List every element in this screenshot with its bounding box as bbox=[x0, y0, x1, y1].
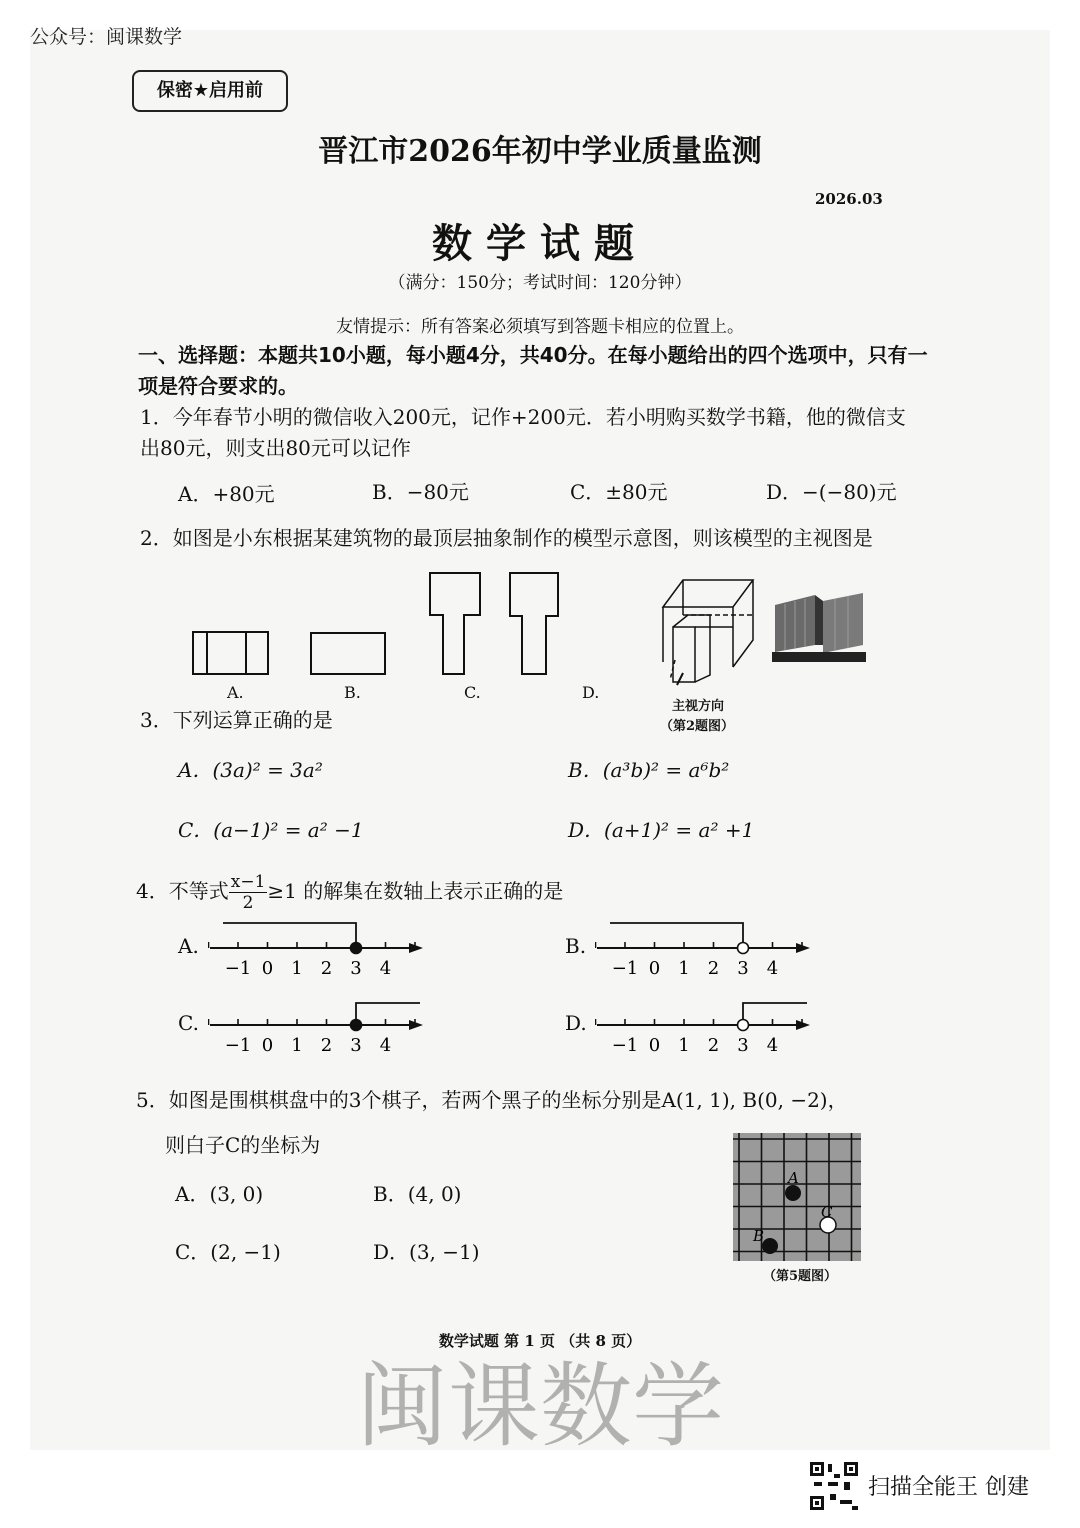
q4-option-c: C. bbox=[178, 1011, 199, 1035]
tick-label: −1 bbox=[611, 1035, 639, 1056]
tick-label: 0 bbox=[648, 1035, 661, 1056]
q4-option-a: A. bbox=[178, 934, 199, 958]
q2-option-b: B. bbox=[344, 683, 361, 702]
q2-view-options bbox=[185, 565, 625, 680]
q3-option-c: C．(a−1)² = a² −1 bbox=[178, 818, 364, 842]
tick-label: 0 bbox=[261, 1035, 274, 1056]
q4-number-line-d bbox=[595, 995, 815, 1065]
secret-badge: 保密★启用前 bbox=[132, 70, 288, 112]
q2-figure-caption: （第2题图） bbox=[660, 719, 735, 734]
stone-b bbox=[762, 1238, 778, 1254]
q4-fraction-numerator: x−1 bbox=[230, 872, 266, 892]
q4-stem-suffix: ≥1 的解集在数轴上表示正确的是 bbox=[267, 879, 564, 903]
q4-number-line-c bbox=[208, 995, 428, 1065]
tick-label: 2 bbox=[320, 958, 333, 979]
option-a-shape bbox=[193, 632, 268, 674]
exam-date: 2026.03 bbox=[815, 190, 883, 208]
q1-option-b: B．−80元 bbox=[372, 480, 469, 504]
building-photo bbox=[770, 590, 870, 670]
label-a: A bbox=[788, 1169, 799, 1187]
page-footer: 数学试题 第 1 页 （共 8 页） bbox=[438, 1332, 642, 1350]
watermark: 闽课数学 bbox=[356, 1353, 725, 1460]
q4-fraction-denominator: 2 bbox=[242, 893, 254, 913]
tick-label: 0 bbox=[648, 958, 661, 979]
q4-fraction bbox=[229, 872, 268, 913]
q5-option-a: A．(3, 0) bbox=[175, 1182, 264, 1206]
tick-label: 4 bbox=[766, 958, 779, 979]
section-heading: 一、选择题：本题共10小题，每小题4分，共40分。在每小题给出的四个选项中，只有一项是符合要求的。 bbox=[138, 343, 928, 398]
tick-label: −1 bbox=[224, 1035, 252, 1056]
exam-title: 晋江市2026年初中学业质量监测 bbox=[318, 134, 762, 169]
friendly-tip: 友情提示：所有答案必须填写到答题卡相应的位置上。 bbox=[336, 317, 744, 337]
tick-label: 3 bbox=[737, 1035, 749, 1056]
tick-label: 1 bbox=[678, 1035, 690, 1056]
label-c: C bbox=[821, 1203, 833, 1221]
q2-model-figure bbox=[655, 575, 765, 690]
q2-option-c: C. bbox=[464, 683, 481, 702]
tick-label: 2 bbox=[707, 958, 720, 979]
q5-option-b: B．(4, 0) bbox=[373, 1182, 462, 1206]
tick-label: 3 bbox=[350, 1035, 362, 1056]
tick-label: 1 bbox=[291, 958, 303, 979]
question-1-stem: 1．今年春节小明的微信收入200元，记作+200元．若小明购买数学书籍，他的微信支出80元，则支出80元可以记作 bbox=[140, 405, 906, 460]
q1-option-a: A．+80元 bbox=[178, 482, 275, 506]
q5-figure-caption: （第5题图） bbox=[763, 1269, 838, 1284]
scanner-credit: 扫描全能王 创建 bbox=[868, 1475, 1029, 1500]
go-board bbox=[733, 1133, 861, 1261]
q4-option-d: D. bbox=[565, 1011, 587, 1035]
tick-label: 2 bbox=[320, 1035, 333, 1056]
q4-number-line-a bbox=[208, 918, 428, 988]
stone-a bbox=[785, 1185, 801, 1201]
tick-label: 4 bbox=[379, 958, 392, 979]
q3-option-b: B．(a³b)² = a⁶b² bbox=[568, 758, 730, 782]
q4-stem-prefix: 4．不等式 bbox=[136, 879, 229, 903]
tick-label: −1 bbox=[224, 958, 252, 979]
tick-label: 2 bbox=[707, 1035, 720, 1056]
question-3-stem: 3．下列运算正确的是 bbox=[140, 708, 333, 732]
option-d-shape bbox=[510, 573, 558, 674]
tick-label: 4 bbox=[766, 1035, 779, 1056]
tick-label: 3 bbox=[350, 958, 362, 979]
tick-label: 0 bbox=[261, 958, 274, 979]
option-c-shape bbox=[430, 573, 480, 674]
exam-meta: （满分：150分；考试时间：120分钟） bbox=[388, 273, 692, 293]
question-5-stem-2: 则白子C的坐标为 bbox=[165, 1133, 321, 1157]
q5-option-c: C．(2, −1) bbox=[175, 1240, 281, 1264]
label-b: B bbox=[753, 1227, 765, 1245]
source-label: 公众号：闽课数学 bbox=[30, 26, 183, 48]
question-2-stem: 2．如图是小东根据某建筑物的最顶层抽象制作的模型示意图，则该模型的主视图是 bbox=[140, 526, 873, 550]
q1-option-d: D．−(−80)元 bbox=[766, 480, 897, 504]
option-b-shape bbox=[311, 633, 385, 674]
tick-label: 1 bbox=[678, 958, 690, 979]
q2-option-a: A. bbox=[227, 683, 244, 702]
q5-option-d: D．(3, −1) bbox=[373, 1240, 480, 1264]
q3-option-a: A．(3a)² = 3a² bbox=[178, 758, 323, 782]
q4-number-line-b bbox=[595, 918, 815, 988]
tick-label: −1 bbox=[611, 958, 639, 979]
q1-option-c: C．±80元 bbox=[570, 480, 668, 504]
qr-code-icon bbox=[808, 1460, 860, 1512]
subject-title: 数学试题 bbox=[432, 220, 648, 267]
tick-label: 1 bbox=[291, 1035, 303, 1056]
question-5-stem: 5．如图是围棋棋盘中的3个棋子，若两个黑子的坐标分别是A(1, 1), B(0, −2)， bbox=[136, 1088, 848, 1112]
q2-view-direction-label: 主视方向 bbox=[672, 699, 725, 714]
tick-label: 4 bbox=[379, 1035, 392, 1056]
q4-option-b: B. bbox=[565, 934, 587, 958]
q3-option-d: D．(a+1)² = a² +1 bbox=[568, 818, 755, 842]
tick-label: 3 bbox=[737, 958, 749, 979]
question-4-stem bbox=[136, 872, 563, 913]
q2-option-d: D. bbox=[582, 683, 600, 702]
